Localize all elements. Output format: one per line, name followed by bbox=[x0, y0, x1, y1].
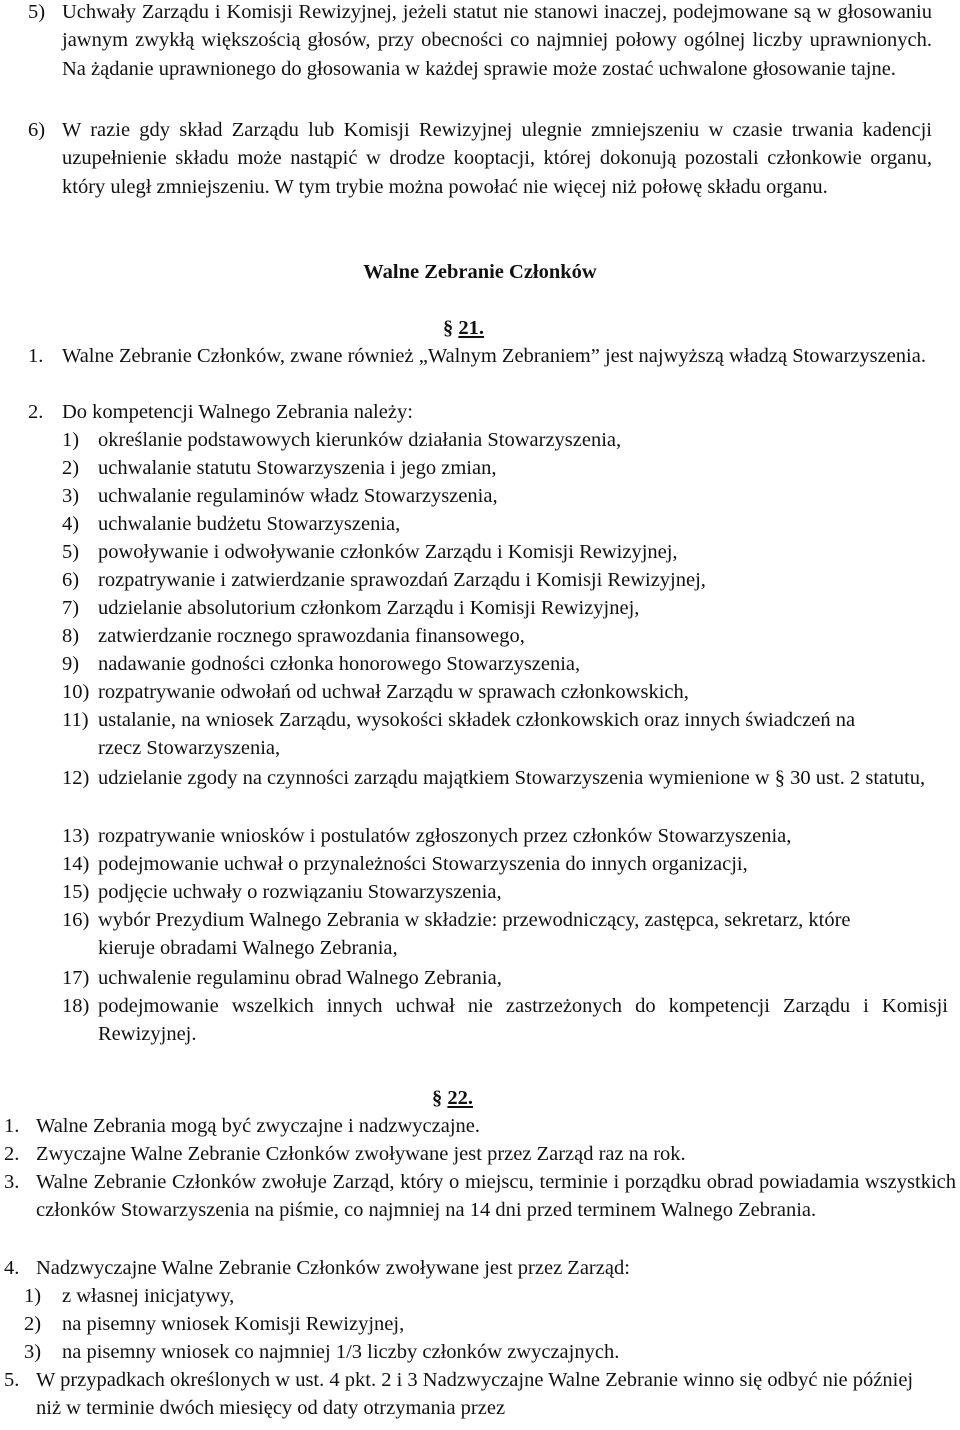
item-text: W przypadkach określonych w ust. 4 pkt. 2 i 3 Nadzwyczajne Walne Zebranie winno się odbyć nie później niż w terminie dwóch miesięcy od daty otrzymania przez bbox=[36, 1369, 914, 1420]
item-text: ustalanie, na wniosek Zarządu, wysokości składek członkowskich oraz innych świadczeń na rzecz Stowarzyszenia, bbox=[98, 709, 856, 760]
list-item bbox=[62, 566, 942, 594]
list-item bbox=[62, 622, 942, 650]
item-text: na pisemny wniosek Komisji Rewizyjnej, bbox=[62, 1313, 405, 1335]
item-number: 7) bbox=[62, 597, 80, 619]
list-item bbox=[62, 906, 862, 963]
list-item bbox=[62, 426, 942, 454]
item-text: podejmowanie wszelkich innych uchwał nie zastrzeżonych do kompetencji Zarządu i Komisji Rewizyjnej. bbox=[98, 995, 948, 1046]
item-number: 1) bbox=[62, 429, 80, 451]
list-item bbox=[24, 1310, 924, 1338]
list-item bbox=[62, 992, 948, 1049]
list-item bbox=[62, 482, 942, 510]
item-number: 9) bbox=[62, 653, 80, 675]
list-item bbox=[62, 964, 942, 992]
item-text: uchwalanie regulaminów władz Stowarzyszenia, bbox=[98, 485, 498, 507]
item-number: 11) bbox=[62, 709, 89, 731]
item-number: 1. bbox=[28, 345, 44, 367]
list-item bbox=[28, 398, 932, 426]
list-item bbox=[4, 1112, 948, 1140]
item-number: 4) bbox=[62, 513, 80, 535]
item-text: uchwalanie statutu Stowarzyszenia i jego zmian, bbox=[98, 457, 497, 479]
item-text: uchwalanie budżetu Stowarzyszenia, bbox=[98, 513, 401, 535]
item-text: W razie gdy skład Zarządu lub Komisji Rewizyjnej ulegnie zmniejszeniu w czasie trwania kadencji uzupełnienie składu może nastąpić w drodze kooptacji, której dokonują pozostali członkowie organu, który uległ zmniejszeniu. W tym trybie można powołać nie więcej niż połowę składu organu. bbox=[62, 119, 932, 198]
list-item bbox=[62, 538, 942, 566]
item-text: wybór Prezydium Walnego Zebrania w składzie: przewodniczący, zastępca, sekretarz, które kieruje obradami Walnego Zebrania, bbox=[98, 909, 851, 960]
item-number: 2) bbox=[62, 457, 80, 479]
paragraph-number bbox=[432, 1084, 473, 1112]
item-number: 5. bbox=[4, 1369, 20, 1391]
item-text: udzielanie absolutorium członkom Zarządu i Komisji Rewizyjnej, bbox=[98, 597, 640, 619]
item-number: 3) bbox=[24, 1341, 42, 1363]
item-text: rozpatrywanie odwołań od uchwał Zarządu w sprawach członkowskich, bbox=[98, 681, 689, 703]
list-item bbox=[62, 650, 942, 678]
item-number: 3. bbox=[4, 1171, 20, 1193]
list-item bbox=[28, 0, 932, 83]
item-text: rozpatrywanie wniosków i postulatów zgłoszonych przez członków Stowarzyszenia, bbox=[98, 825, 792, 847]
item-number: 12) bbox=[62, 767, 90, 789]
item-text: rozpatrywanie i zatwierdzanie sprawozdań Zarządu i Komisji Rewizyjnej, bbox=[98, 569, 706, 591]
list-item bbox=[4, 1168, 956, 1225]
list-item bbox=[24, 1338, 924, 1366]
item-number: 10) bbox=[62, 681, 90, 703]
paragraph-number bbox=[443, 314, 484, 342]
list-item bbox=[24, 1282, 924, 1310]
item-text: udzielanie zgody na czynności zarządu majątkiem Stowarzyszenia wymienione w § 30 ust. 2 statutu, bbox=[98, 767, 926, 789]
item-text: Nadzwyczajne Walne Zebranie Członków zwoływane jest przez Zarząd: bbox=[36, 1257, 630, 1279]
item-text: nadawanie godności członka honorowego Stowarzyszenia, bbox=[98, 653, 581, 675]
list-item bbox=[28, 116, 932, 201]
item-number: 1) bbox=[24, 1285, 42, 1307]
item-number: 13) bbox=[62, 825, 90, 847]
item-text: Walne Zebrania mogą być zwyczajne i nadzwyczajne. bbox=[36, 1115, 480, 1137]
item-number: 2. bbox=[28, 401, 44, 423]
item-number: 17) bbox=[62, 967, 90, 989]
item-number: 4. bbox=[4, 1257, 20, 1279]
item-text: Walne Zebranie Członków, zwane również „Walnym Zebraniem” jest najwyższą władzą Stowarzyszenia. bbox=[62, 345, 926, 367]
item-number: 6) bbox=[28, 119, 46, 141]
item-number: 16) bbox=[62, 909, 90, 931]
item-number: 6) bbox=[62, 569, 80, 591]
item-text: Uchwały Zarządu i Komisji Rewizyjnej, jeżeli statut nie stanowi inaczej, podejmowane są w głosowaniu jawnym zwykłą większością głosów, przy obecności co najmniej połowy ogólnej liczby uprawnionych. Na żądanie uprawnionego do głosowania w każdej sprawie może zostać uchwalone głosowanie tajne. bbox=[62, 1, 932, 80]
item-number: 5) bbox=[28, 1, 46, 23]
list-item bbox=[62, 878, 942, 906]
list-item bbox=[62, 706, 882, 763]
item-text: uchwalenie regulaminu obrad Walnego Zebrania, bbox=[98, 967, 502, 989]
section-symbol: § bbox=[432, 1087, 443, 1109]
item-text: zatwierdzanie rocznego sprawozdania finansowego, bbox=[98, 625, 525, 647]
item-number: 2) bbox=[24, 1313, 42, 1335]
item-number: 15) bbox=[62, 881, 90, 903]
paragraph-number-value: 21. bbox=[458, 317, 484, 339]
section-symbol: § bbox=[443, 317, 454, 339]
list-item bbox=[62, 678, 942, 706]
item-text: określanie podstawowych kierunków działania Stowarzyszenia, bbox=[98, 429, 622, 451]
list-item bbox=[4, 1140, 948, 1168]
list-item bbox=[28, 342, 932, 370]
item-text: Do kompetencji Walnego Zebrania należy: bbox=[62, 401, 413, 423]
item-text: podjęcie uchwały o rozwiązaniu Stowarzyszenia, bbox=[98, 881, 502, 903]
paragraph-number-value: 22. bbox=[447, 1087, 473, 1109]
item-number: 2. bbox=[4, 1143, 20, 1165]
list-item bbox=[4, 1366, 930, 1423]
list-item bbox=[4, 1254, 948, 1282]
item-text: Zwyczajne Walne Zebranie Członków zwoływane jest przez Zarząd raz na rok. bbox=[36, 1143, 686, 1165]
item-number: 3) bbox=[62, 485, 80, 507]
section-title: Walne Zebranie Członków bbox=[363, 261, 597, 283]
item-number: 14) bbox=[62, 853, 90, 875]
list-item bbox=[62, 594, 942, 622]
item-number: 5) bbox=[62, 541, 80, 563]
list-item bbox=[62, 822, 942, 850]
item-number: 1. bbox=[4, 1115, 20, 1137]
item-text: z własnej inicjatywy, bbox=[62, 1285, 235, 1307]
list-item bbox=[62, 454, 942, 482]
item-number: 8) bbox=[62, 625, 80, 647]
list-item bbox=[62, 510, 942, 538]
item-text: na pisemny wniosek co najmniej 1/3 liczby członków zwyczajnych. bbox=[62, 1341, 620, 1363]
item-text: Walne Zebranie Członków zwołuje Zarząd, który o miejscu, terminie i porządku obrad powiadamia wszystkich członków Stowarzyszenia na piśmie, co najmniej na 14 dni przed terminem Walnego Zebrania. bbox=[36, 1171, 956, 1222]
item-text: powoływanie i odwoływanie członków Zarządu i Komisji Rewizyjnej, bbox=[98, 541, 678, 563]
list-item bbox=[62, 850, 942, 878]
item-number: 18) bbox=[62, 995, 90, 1017]
list-item bbox=[62, 764, 942, 792]
item-text: podejmowanie uchwał o przynależności Stowarzyszenia do innych organizacji, bbox=[98, 853, 748, 875]
